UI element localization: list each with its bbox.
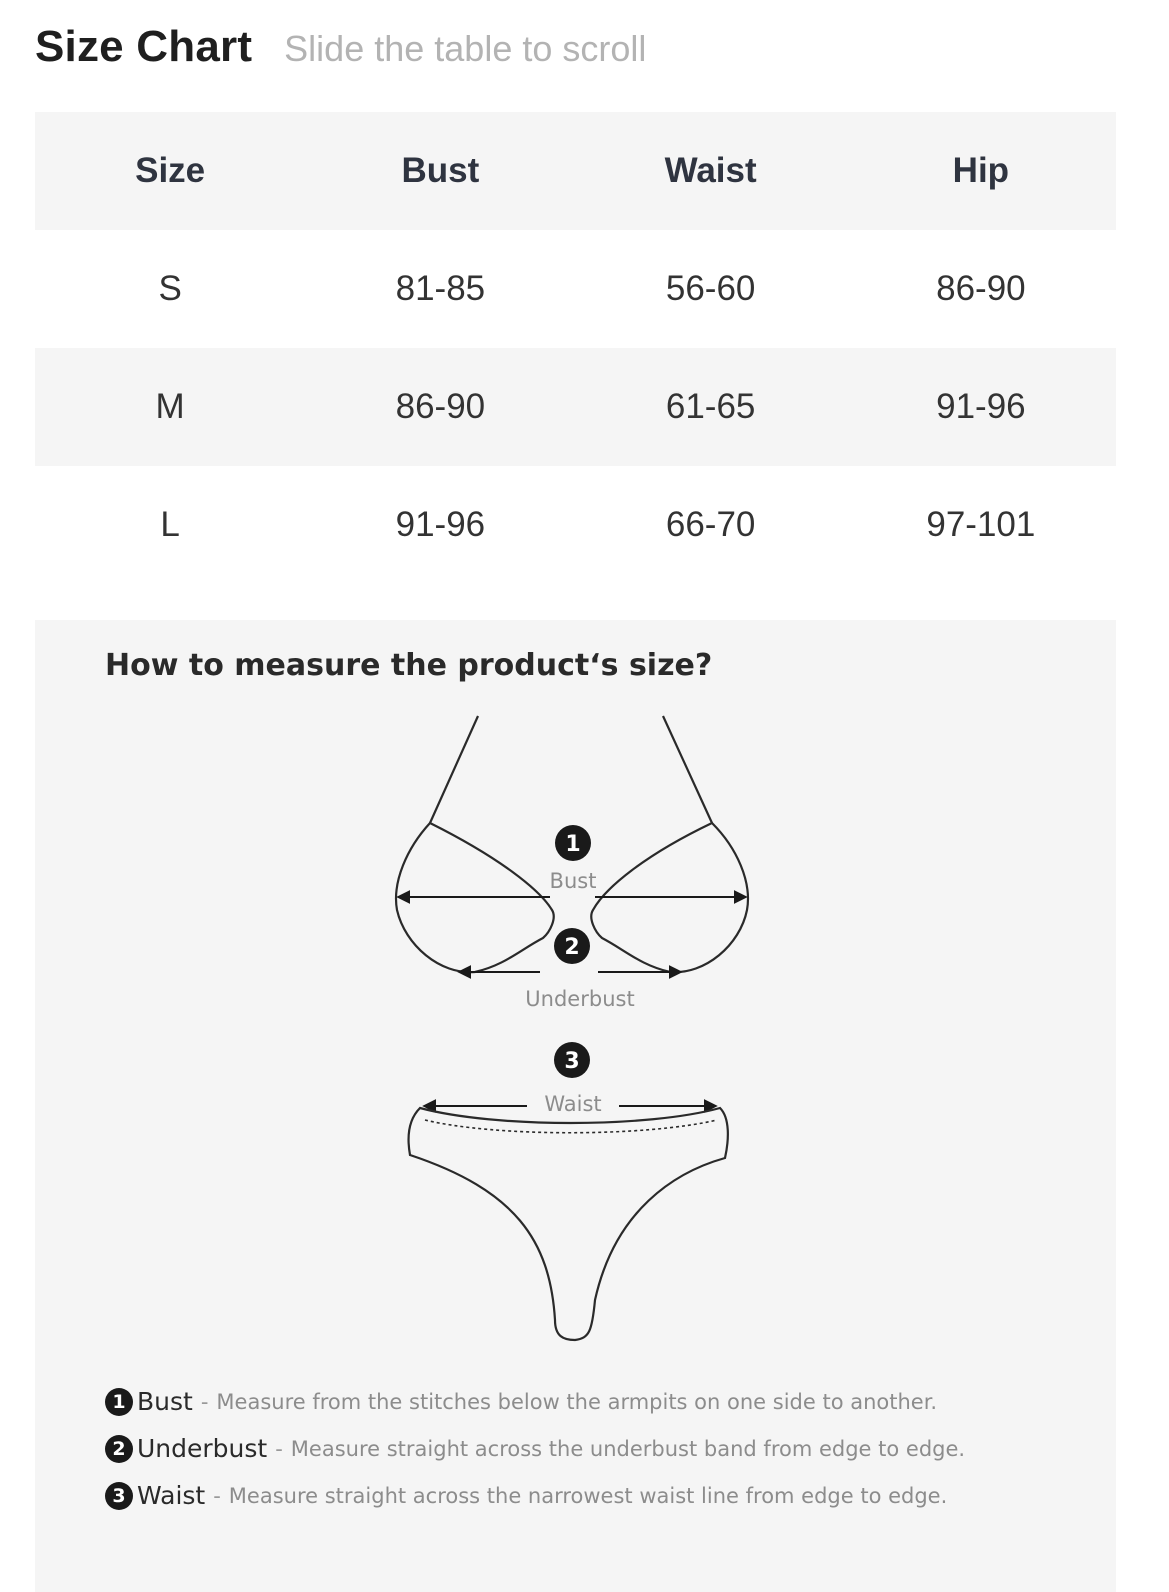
- header: [35, 22, 646, 72]
- column-header-size: Size: [135, 151, 206, 190]
- waist-number-badge: [554, 1042, 590, 1078]
- legend-separator: -: [200, 1389, 209, 1414]
- cell-hip: 97-101: [926, 505, 1036, 544]
- cell-hip: 86-90: [936, 269, 1026, 308]
- left-strap: [430, 716, 478, 823]
- bust-legend-number: 1: [105, 1388, 133, 1416]
- legend-name: Waist: [137, 1481, 206, 1510]
- legend-separator: -: [213, 1483, 221, 1508]
- scroll-hint: Slide the table to scroll: [284, 28, 647, 69]
- measure-guide-panel: [35, 620, 1116, 1592]
- waist-number: 3: [564, 1049, 580, 1074]
- legend-description: Measure from the stitches below the armpits on one side to another.: [216, 1389, 938, 1414]
- cell-size: M: [155, 387, 185, 426]
- bottom-outline: [409, 1108, 728, 1340]
- legend-separator: -: [275, 1436, 283, 1461]
- cell-bust: 91-96: [395, 505, 486, 544]
- waist-legend-number: 3: [105, 1482, 133, 1510]
- right-strap: [663, 716, 712, 823]
- table-row: [35, 348, 1116, 466]
- cell-waist: 61-65: [665, 387, 756, 426]
- legend-description: Measure straight across the narrowest waist line from edge to edge.: [228, 1483, 948, 1508]
- bikini-bottom-illustration: [409, 1108, 728, 1340]
- bust-diagram-label: Bust: [549, 869, 597, 893]
- underbust-number: 2: [564, 935, 580, 960]
- legend-name: Underbust: [137, 1434, 268, 1463]
- cell-waist: 66-70: [665, 505, 756, 544]
- legend-item-waist: [105, 1472, 965, 1519]
- underbust-number-badge: [554, 928, 590, 964]
- legend-item-bust: [105, 1378, 965, 1425]
- measure-legend: [105, 1378, 965, 1519]
- column-header-bust: Bust: [401, 151, 480, 190]
- cell-size: S: [158, 269, 182, 308]
- cell-hip: 91-96: [936, 387, 1026, 426]
- column-header-hip: Hip: [952, 151, 1010, 190]
- table-header-row: [35, 112, 1116, 230]
- table-row: [35, 466, 1116, 584]
- waist-diagram-label: Waist: [544, 1092, 602, 1116]
- cell-size: L: [160, 505, 180, 544]
- legend-name: Bust: [137, 1387, 193, 1416]
- cell-bust: 81-85: [395, 269, 486, 308]
- underbust-diagram-label: Underbust: [525, 987, 635, 1011]
- page-title: Size Chart: [35, 22, 253, 71]
- size-table[interactable]: [35, 112, 1116, 584]
- bust-number-badge: [555, 825, 591, 861]
- cell-waist: 56-60: [665, 269, 756, 308]
- column-header-waist: Waist: [664, 151, 757, 190]
- underbust-legend-number: 2: [105, 1435, 133, 1463]
- table-row: [35, 230, 1116, 348]
- legend-item-underbust: [105, 1425, 965, 1472]
- cell-bust: 86-90: [395, 387, 486, 426]
- bust-number: 1: [565, 832, 581, 857]
- measurement-diagram: [35, 620, 1116, 1380]
- measure-guide-title: How to measure the product‘s size?: [105, 648, 713, 683]
- legend-description: Measure straight across the underbust band from edge to edge.: [290, 1436, 966, 1461]
